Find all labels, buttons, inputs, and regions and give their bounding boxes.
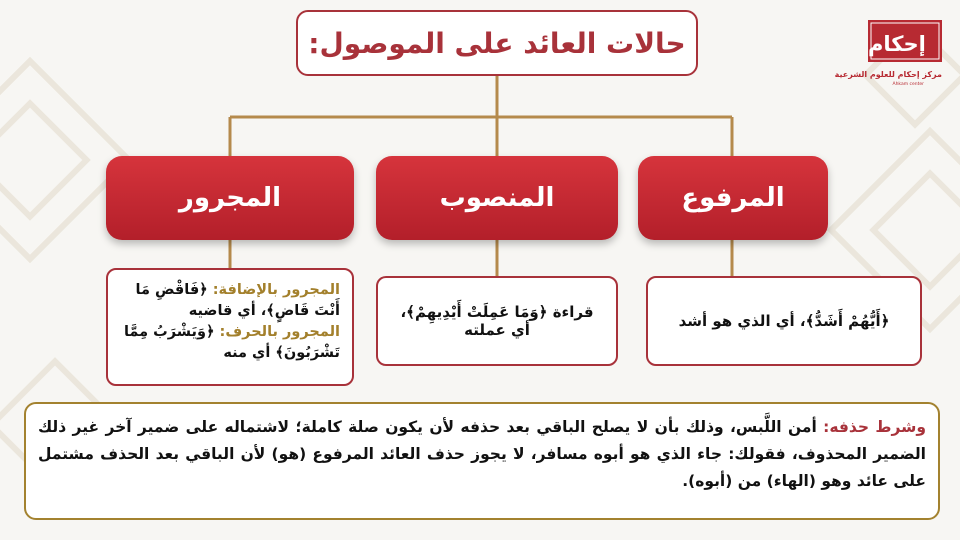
note-box [24,402,940,520]
majrur-harf-text: ﴿وَيَشْرَبُ مِمَّا تَشْرَبُونَ﴾ أي منه [123,324,340,361]
category-mansub-label: المنصوب [439,183,555,213]
logo-name: إحكام [868,32,926,56]
logo-subtitle: مركز إحكام للعلوم الشرعية [834,70,942,79]
example-marfu-text: ﴿أَيُّهُمْ أَشَدُّ﴾، أي الذي هو أشد [678,312,890,330]
majrur-harf-label: المجرور بالحرف: [219,324,340,340]
note-label: وشرط حذفه: [823,418,926,436]
title-box [296,10,698,76]
note-text: أمن اللَّبس، وذلك بأن لا يصلح الباقي بعد حذفه لأن يكون صلة كاملة؛ لاشتماله على ضمير آخر غير ذلك الضمير المحذوف، فقولك: جاء الذي هو أبوه مسافر، لا يجوز حذف العائد المرفوع (هو) لأن الباقي بعد الحذف مشتمل على عائد وهو (الهاء) من (أبوه). [38,418,926,490]
logo-tagline: Ahkam center [892,82,924,87]
category-majrur-label: المجرور [178,183,282,213]
example-mansub [376,276,618,366]
page-title: حالات العائد على الموصول: [308,26,686,60]
majrur-idafa-label: المجرور بالإضافة: [212,282,340,298]
category-marfu-label: المرفوع [681,183,785,213]
example-marfu [646,276,922,366]
ahkam-logo [834,20,942,92]
category-majrur [106,156,354,240]
category-mansub [376,156,618,240]
example-mansub-text: قراءة ﴿وَمَا عَمِلَتْ أَيْدِيهِمْ﴾، أي عملته [400,303,594,339]
majrur-idafa-text: ﴿فَاقْضِ مَا أَنْتَ قَاضٍ﴾، أي قاضيه [135,282,340,319]
example-majrur [106,268,354,386]
category-marfu [638,156,828,240]
